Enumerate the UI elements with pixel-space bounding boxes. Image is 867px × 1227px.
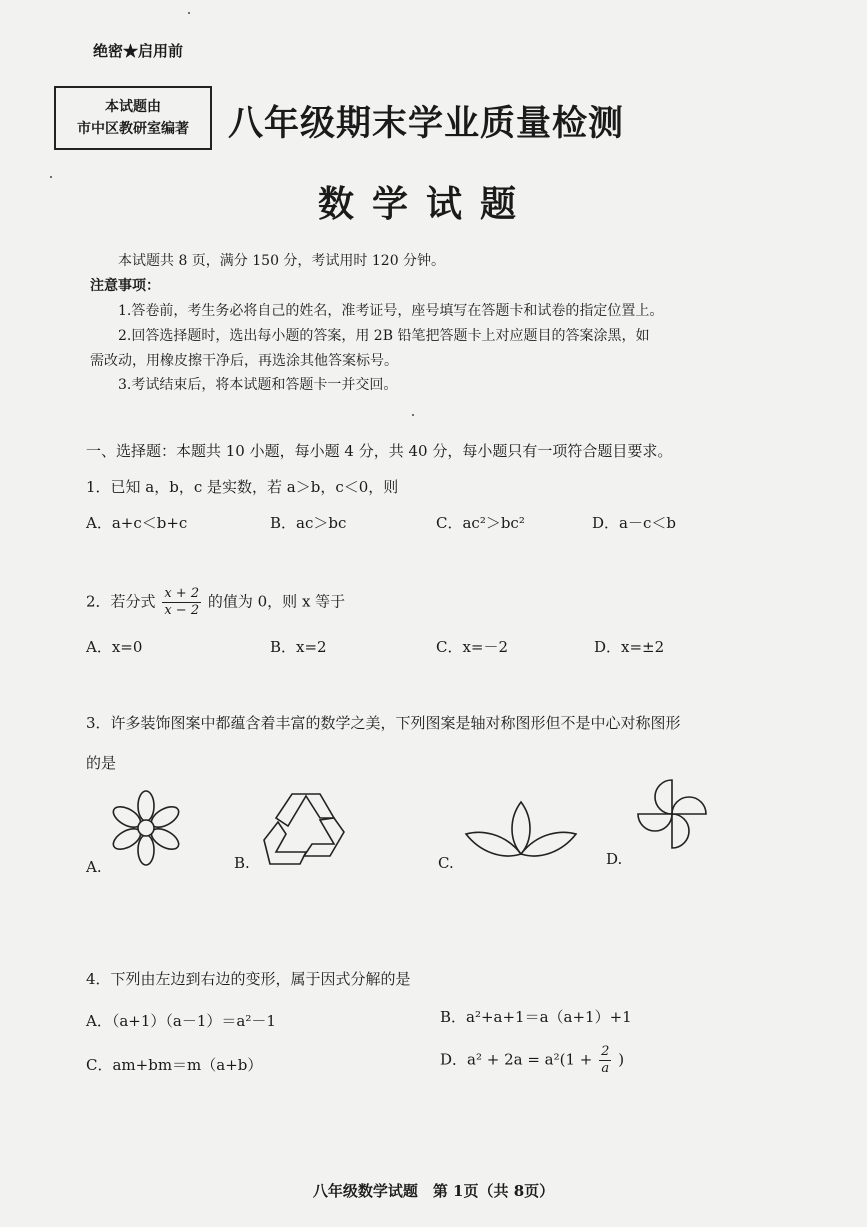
q2-fraction-numerator: x + 2 xyxy=(164,586,200,601)
q1-option-c: C．ac²＞bc² xyxy=(436,514,525,532)
exam-subject: 数学试题 xyxy=(318,184,535,225)
notes-heading: 注意事项： xyxy=(90,278,160,294)
q3-label-a: A. xyxy=(86,858,102,876)
q4-option-c: C．am+bm＝m（a+b） xyxy=(86,1056,263,1074)
confidential-mark: 绝密★启用前 xyxy=(93,42,184,60)
q4-option-d xyxy=(440,1044,624,1077)
q3-label-c: C. xyxy=(438,854,454,872)
editor-box xyxy=(54,86,212,150)
q2-stem-suffix: 的值为 0，则 x 等于 xyxy=(207,592,346,611)
note-2a: 2.回答选择题时，选出每小题的答案，用 2B 铅笔把答题卡上对应题目的答案涂黑，如 xyxy=(118,328,650,344)
note-3: 3.考试结束后，将本试题和答题卡一并交回。 xyxy=(118,377,398,393)
q1-option-a: A．a+c＜b+c xyxy=(86,514,188,532)
lotus-figure-c xyxy=(462,798,580,868)
q2-fraction xyxy=(162,586,201,619)
note-1: 1.答卷前，考生务必将自己的姓名，准考证号，座号填写在答题卡和试卷的指定位置上。 xyxy=(118,303,664,319)
q2-option-b: B．x=2 xyxy=(270,638,327,656)
q1-option-b: B．ac＞bc xyxy=(270,514,347,532)
q2-option-d: D．x=±2 xyxy=(594,638,665,656)
exam-info: 本试题共 8 页，满分 150 分，考试用时 120 分钟。 xyxy=(118,253,446,269)
q2-fraction-denominator: x − 2 xyxy=(164,603,200,618)
q4-option-d-denominator: a xyxy=(601,1061,610,1076)
q3-stem-line1: 3．许多装饰图案中都蕴含着丰富的数学之美，下列图案是轴对称图形但不是中心对称图形 xyxy=(86,714,681,732)
flower-figure-a xyxy=(104,786,188,870)
q4-option-d-suffix: ) xyxy=(618,1050,625,1069)
q3-stem-line2: 的是 xyxy=(86,754,117,772)
page-footer: 八年级数学试题 第 1页（共 8页） xyxy=(312,1182,555,1200)
scan-speck xyxy=(188,12,190,14)
q4-option-d-numerator: 2 xyxy=(601,1044,610,1059)
q3-label-d: D. xyxy=(606,850,623,868)
q4-option-d-fraction xyxy=(599,1044,611,1077)
note-2b: 需改动，用橡皮擦干净后，再选涂其他答案标号。 xyxy=(90,353,398,369)
exam-title: 八年级期末学业质量检测 xyxy=(228,104,625,144)
section-1-heading: 一、选择题：本题共 10 小题，每小题 4 分，共 40 分，每小题只有一项符合题目要求。 xyxy=(86,442,673,460)
q2-stem-prefix: 2．若分式 xyxy=(86,592,156,611)
q2-option-a: A．x=0 xyxy=(86,638,143,656)
scan-speck xyxy=(412,414,414,416)
pinwheel-figure-d xyxy=(634,776,710,852)
q2-option-c: C．x=－2 xyxy=(436,638,509,656)
q4-option-a: A．（a+1）（a－1）＝a²－1 xyxy=(86,1012,276,1030)
editor-line-2: 市中区教研室编著 xyxy=(77,121,189,137)
q4-option-d-prefix: D．a² + 2a = a²(1 + xyxy=(440,1050,593,1069)
arrows-figure-b xyxy=(262,792,352,868)
q1-option-d: D．a－c＜b xyxy=(592,514,676,532)
q4-option-b: B．a²+a+1＝a（a+1）+1 xyxy=(440,1008,632,1026)
q4-stem: 4．下列由左边到右边的变形，属于因式分解的是 xyxy=(86,970,411,988)
q1-stem: 1．已知 a，b，c 是实数，若 a＞b，c＜0，则 xyxy=(86,478,399,496)
scan-speck xyxy=(50,176,52,178)
q3-label-b: B. xyxy=(234,854,250,872)
q2-stem xyxy=(86,586,345,619)
editor-line-1: 本试题由 xyxy=(105,99,161,115)
